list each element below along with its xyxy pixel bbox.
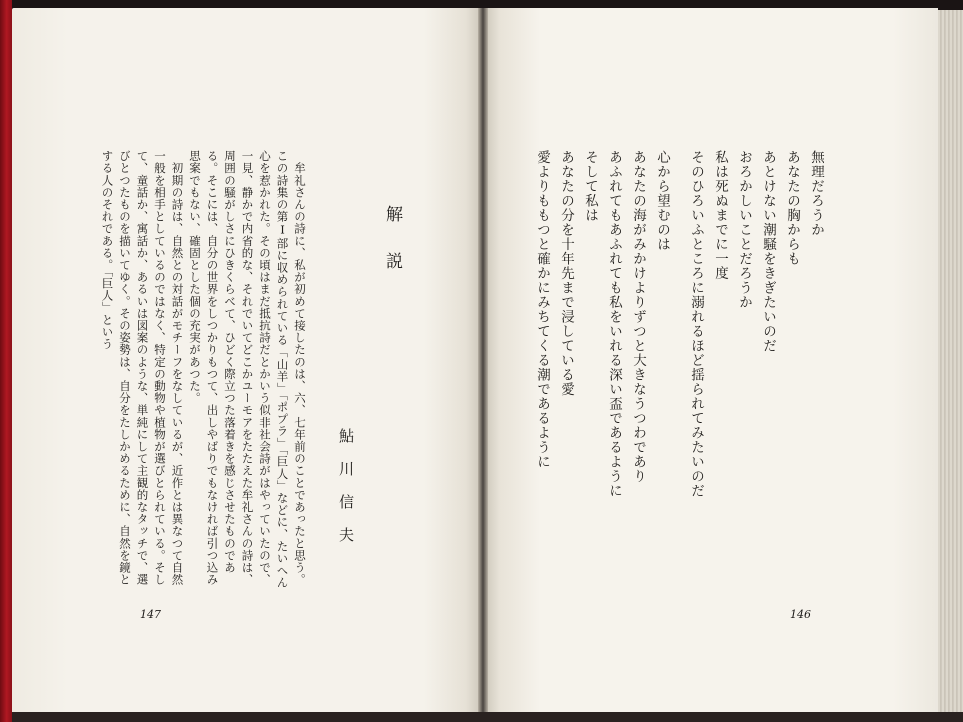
page-number-right: 146 [790,608,811,621]
poem-line: 心から望むのは [654,150,670,252]
book-cover-edge [0,0,12,722]
poem-line: そのひろいふところに溺れるほど揺られてみたいのだ [688,150,704,498]
poem-line: 無理だろうか [808,150,824,237]
bottom-shadow [12,712,963,722]
poem-line: 愛よりももつと確かにみちてくる潮であるように [534,150,550,469]
author-name: 鮎川信夫 [337,428,355,560]
poem-line: あなたの分を十年先まで浸している愛 [558,150,574,397]
section-title: 解説 [382,205,402,299]
poem-line: あなたの海がみかけよりずつと大きなうつわであり [630,150,646,484]
page-edges [938,10,963,714]
essay-paragraph: 初期の詩は、自然との対話がモチーフをなしているが、近作とは異なつて自然一般を相手としているのではなく、特定の動物や植物が選びとられている。そして、童話か、寓話か、あるいは図案のような、単純にして主観的なタッチで、選びとつたものを描いてゆく。その姿勢は、自分をたしかめるために、自然を鏡とする人のそれである。「巨人」という [100,150,185,586]
essay-text [100,150,308,590]
poem-line: そして私は [582,150,598,223]
poem-line: あとけない潮騒をきぎたいのだ [760,150,776,353]
poem-line: おろかしいことだろうか [736,150,752,310]
essay-paragraph: 牟礼さんの詩に、私が初めて接したのは、六、七年前のことであったと思う。この詩集の第Ⅰ部に収められている「山羊」「ポプラ」「巨人」などに、たいへん心を惹かれた。その頃はまだ抵抗詩だとかいう似非社会詩がはやっていたので、一見、静かで内省的な、それでいてどこかユーモアをたたえた牟礼さんの詩は、周囲の騒がしさにひきくらべて、ひどく際立つた落着きを感じさせたものである。そこには、自分の世界をしつかりもつて、出しやばりでもなければ引つ込み思案でもない、確固とした個の充実があつた。 [188,150,307,589]
poem-line: あふれてもあふれても私をいれる深い盃であるように [606,150,622,498]
poem-text [528,150,828,498]
page-number-left: 147 [140,608,161,621]
poem-line: あなたの胸からも [784,150,800,266]
book-gutter [478,8,488,714]
poem-line: 私は死ぬまでに一度 [712,150,728,281]
